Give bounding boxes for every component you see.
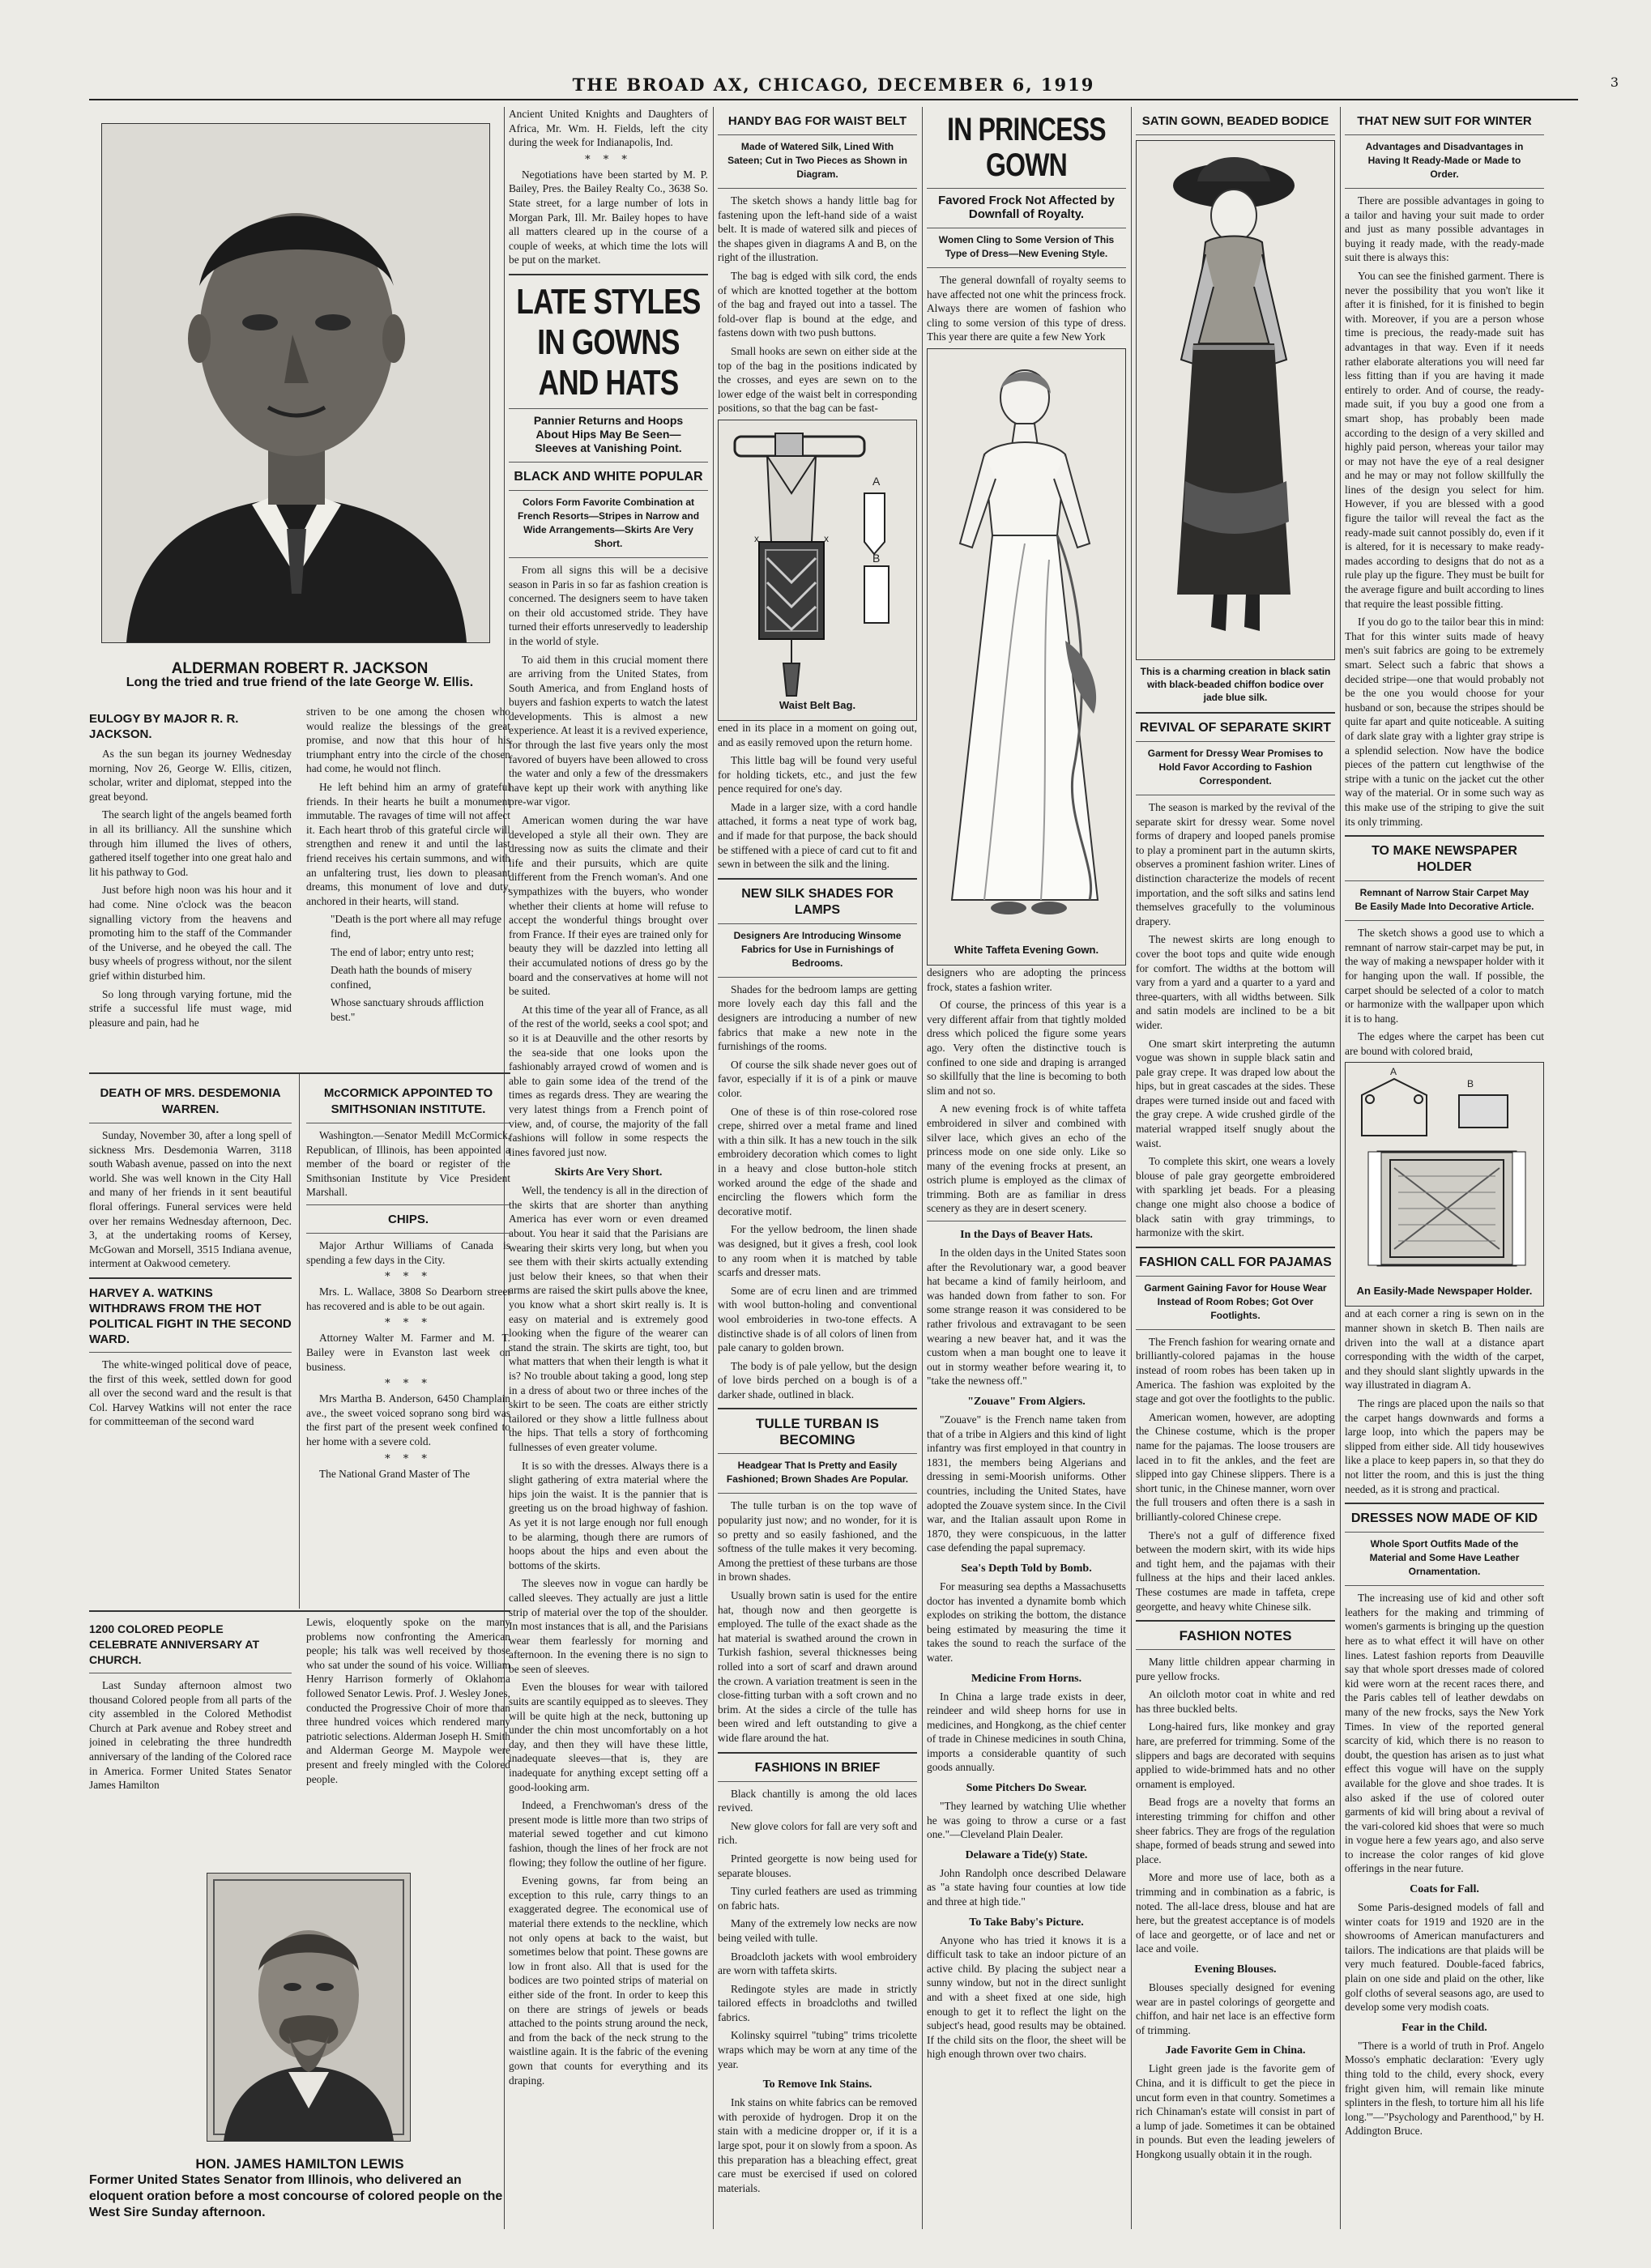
article-paragraph: Well, the tendency is all in the direction of the skirts that are shorter than anything America has ever worn or even dreamed about. You hear it said that the Parisians are wearing their skirts very long, but when you see them with their skirts actually extending just below their knees, so that when their arms are raised the skirt pulls above the knee, you know what a short skirt really is. It is easy on material and is extremely good looking when the figure of the wearer can stand the strain. The skirts are tight, too, but what matters that when their length is what it is? No trouble about taking a good, long step in a dress of about two or three inches of the skirt to be seen. The coats are either strictly tailored or they show a little fullness about the hips. That tells a story of forthcoming fullnesses of even greater volume. [509,1184,708,1453]
obituary-left [89,1079,292,1605]
skirt-deck: Garment for Dressy Wear Promises to Hold Favor According to Fashion Correspondent. [1147,748,1324,787]
watkins-paragraph: The white-winged political dove of peace, the first of this week, settled down for good all over the second ward and the result is that Col. Harvey Watkins will not enter the race for committeeman of the second ward [89,1358,292,1428]
brief-item: Redingote styles are made in strictly tailored effects in broadcloths and twilled fabrics. [718,1982,917,2023]
coats-paragraph: Some Paris-designed models of fall and winter coats for 1919 and 1920 are in the showrooms of American manufacturers and tailors. The indications are that plaids will be very much featured. Double-faced fabrics, plain on one side and plaid on the other, like golf cloths of several seasons ago, are used to develop some very modish coats. [1345,1901,1544,2014]
mccormick-paragraph: Washington.—Senator Medill McCormick, Republican, of Illinois, has been appointed a member of the board or register of the Smithsonian Institute by Vice President Marshall. [306,1129,510,1199]
portrait-jackson [101,123,490,643]
fear-paragraph: "There is a world of truth in Prof. Angelo Mosso's emphatic declaration: 'Every ugly thing told to the child, every shock, every fright given him, will remain like minute splinters in the flesh, to torture him all his life long.'"—"Psychology and Parenthood," by H. Addington Bruce. [1345,2039,1544,2138]
article-paragraph: To aid them in this crucial moment there are arriving from the United States, from South America, and from England hosts of buyers and fashion experts to watch the latest developments. This is almost a new experience. At least it is a revived experience, for through the last five years only the most favored of buyers have been allowed to cross the water and only a few of the dressmakers have kept up their work with anything like pre-war vigor. [509,653,708,808]
knights-paragraph: Ancient United Knights and Daughters of Africa, Mr. Wm. H. Fields, left the city during the week for Indianapolis, Ind. [509,108,708,149]
baby-paragraph: Anyone who has tried it knows it is a difficult task to take an indoor picture of an active child. By placing the subject near a sunny window, but not in the direct sunlight and with a sheet fixed at one side, high enough to get it to reflect the light on the subject's head, good results may be obtained. If the child sits on the floor, the sheet will be high enough thrown over two chairs. [927,1933,1126,2061]
satin-caption: This is a charming creation in black satin with black-beaded chiffon bodice over jade blue silk. [1140,666,1331,703]
svg-text:x: x [824,532,829,544]
watkins-headline: HARVEY A. WATKINS WITHDRAWS FROM THE HOT POLITICAL FIGHT IN THE SECOND WARD. [89,1285,292,1346]
suit-paragraph: There are possible advantages in going to a tailor and having your suit made to order and just as many possible advantages in buying it ready made, with the ready-made suit there is always this: [1345,194,1544,264]
eulogy-left [89,705,292,1029]
black-white-headline: BLACK AND WHITE POPULAR [514,469,703,484]
suit-paragraph: If you do go to the tailor bear this in mind: That for this winter suits made of heavy men's suit fabrics are going to be extremely smart. Select such a fabric that shows a decided stripe—one that would probably not be the one you would choose for your husband or son, because the stripes should be quite far apart and quite noticeable. A suiting of dark slate gray with a lighter gray stripe is a splendid selection. Now have the bodice pieces of the pattern cut lengthwise of the stripe with a tunic on the jacket cut the other way of the material. Or in some such way as this make use of the striping to give the suit its only trimming. [1345,616,1544,828]
article-paragraph: Even the blouses for wear with tailored suits are scantily equipped as to sleeves. They will be quite high at the neck, buttoning up under the chin most uncomfortably on a hot day, and then they will have these little, inadequate sleeves—that is, they are inadequate for anything except setting off a good-looking arm. [509,1681,708,1793]
column-5 [927,107,1126,2229]
princess-deck-2: Women Cling to Some Version of This Type of Dress—New Evening Style. [938,234,1115,259]
princess-paragraph: designers who are adopting the princess frock, states a fashion writer. [927,966,1126,993]
satin-illustration [1136,140,1335,660]
article-paragraph: Evening gowns, far from being an exception to this rule, carry things to an exaggerated degree. The economical use of material there extends to the neckline, which not only opens at back to the waist, but sometimes below that point. These gowns are low in front also. All that is used for the bodices are two pointed strips of material on either side of the front. In order to keep this on there are strings of jewels or beads attached to the points strung around the neck, and from the back of the neck strung to the waistline again. It is the fabric of the evening gown that counts for everything and its draping. [509,1874,708,2087]
portrait-lewis [207,1873,411,2142]
lamp-paragraph: Shades for the bedroom lamps are getting more lovely each day this fall and the designers are introducing a number of new fabrics that make a new note in the furnishings of the rooms. [718,983,917,1053]
chips-paragraph: Mrs. L. Wallace, 3808 So Dearborn street has recovered and is able to be out again. [306,1285,510,1312]
gown-caption: White Taffeta Evening Gown. [953,943,1099,956]
brief-item: Broadcloth jackets with wool embroidery are worn with taffeta skirts. [718,1950,917,1977]
holder-deck: Remnant of Narrow Stair Carpet May Be Easily Made Into Decorative Article. [1355,887,1534,913]
article-paragraph: Indeed, a Frenchwoman's dress of the present mode is little more than two strips of material sewed together and cut kimono fashion, though the lines of her frock are not flowing; they follow the outline of her figure. [509,1799,708,1869]
holder-paragraph: The sketch shows a good use to which a remnant of narrow stair-carpet may be put, in the way of making a newspaper holder with it for hanging upon the wall. If possible, the carpet should be selected of a color to match or harmonize with the wallpaper upon which it is to hang. [1345,927,1544,1025]
princess-deck: Favored Frock Not Affected by Downfall of Royalty. [938,194,1115,221]
satin-headline: SATIN GOWN, BEADED BODICE [1141,114,1329,128]
notes-paragraph: Bead frogs are a novelty that forms an interesting trimming for chiffon and other sheer fabrics. They are frogs of the regulation shape, formed of beads strung and sewed into place. [1136,1796,1335,1865]
satin-drawing [1137,141,1334,659]
church-left [89,1615,292,1842]
holder-headline: TO MAKE NEWSPAPER HOLDER [1372,844,1517,875]
lewis-caption: HON. JAMES HAMILTON LEWIS [195,2156,404,2172]
bag-deck: Made of Watered Silk, Lined With Sateen; Cut in Two Pieces as Shown in Diagram. [727,141,907,180]
holder-paragraph: The rings are placed upon the nails so that the carpet hangs downwards and forms a large loop, into which the papers may be slipped from either side. All tidy housewives like a place to keep papers in, so that they do not litter the room, and this is just the thing needed, as it is strong and practical. [1345,1397,1544,1495]
poem-line: "Death is the port where all may refuge find, [331,913,502,940]
tulle-paragraph: Usually brown satin is used for the entire hat, though now and then georgette is employed. The tulle of the exact shade as the hat material is swathed around the crown in Turkish fashion, several thicknesses being rolled into a sort of scarf and drawn around the crown. A variation treatment is seen in the close-fitting turban with a soft crown and no brim. At the sides a circle of the tulle has been wired and left outstanding to give a wide flare around the hat. [718,1589,917,1744]
briefs-right: McCORMICK APPOINTED TO SMITHSONIAN INSTITUTE. Washington.—Senator Medill McCormick, Republican, of Illinois, has been appointed a member of the board or register of the Smithsonian Institute by Vice President Marshall. CHIPS. Major Arthur Williams of Canada is spending a few days in the City. * * * Mrs. L. Wallace, 3808 So Dearborn street has recovered and is able to be out again. * * * Attorney Walter M. Farmer and M. T. Bailey were in Evanston last week on business. * * * Mrs Martha B. Anderson, 6450 Champlain ave., the sweet voiced soprano song bird was the first part of the present week confined to her home with a severe cold. * * * The National Grand Master of The [306,1086,510,1480]
realty-paragraph: Negotiations have been started by M. P. Bailey, Pres. the Bailey Realty Co., 3638 So. State street, for a large number of lots in Morgan Park, Ill. Mr. Bailey hopes to have all matters cleared up in the course of a couple of weeks, at which time the lots will be put on the market. [509,168,708,266]
chips-paragraph: The National Grand Master of The [319,1467,471,1480]
ink-subhead: To Remove Ink Stains. [762,2078,872,2091]
skirt-paragraph: The season is marked by the revival of the separate skirt for dressy wear. Some novel forms of drapery and looped panels promise to play a prominent part in the autumn skirts, observes a prominent fashion writer. Lines of distinction characterize the models of recent importation, and the soft silks and satins lend themselves gracefully to the voluminous drapery. [1136,801,1335,927]
svg-text:A: A [1390,1066,1397,1078]
holder-illustration [1345,1062,1544,1307]
brief-item: Tiny curled feathers are used as trimming on fabric hats. [718,1885,917,1912]
lamp-headline: NEW SILK SHADES FOR LAMPS [741,886,894,917]
skirt-headline: REVIVAL OF SEPARATE SKIRT [1139,721,1332,735]
kid-paragraph: The increasing use of kid and other soft leathers for the making and trimming of women's garments is bringing up the question here as to what effect it will have on other lines. Latest fashion reports from Deauville say that whole sport dresses made of colored kid were worn at the recent races there, and the Paris cables tell of leather dewdabs on many of the new frocks, says the New York Times. In view of the reported general scarcity of kid, which there is no reason to doubt, the question has arisen as to just what effect this vogue will have on the supply available for the glove and shoe trades. It is also asked if the use of colored outer garments of kid will bring about a revival of the vari-colored kid shoes that were so much in vogue here a few years ago, and also serve to increase the color ranges of kid glove offerings in the near future. [1345,1592,1544,1875]
notes-paragraph: An oilcloth motor coat in white and red has three buckled belts. [1136,1688,1335,1715]
bag-illustration [718,420,917,721]
skirt-paragraph: The newest skirts are long enough to cover the boot tops and quite wide enough for comfort. The widths at the bottom will vary from a yard and a quarter to a yard and three-quarters, with all widths between. Silk and satin models are inclined to be a bit wider. [1136,933,1335,1031]
lewis-subcaption: Former United States Senator from Illinois, who delivered an eloquent oration before a most concourse of colored people on the West Sire Sunday afternoon. [89,2173,503,2219]
brief-item: Kolinsky squirrel "tubing" trims tricolette wraps which may be worn at any time of the year. [718,2029,917,2070]
column-3: Ancient United Knights and Daughters of Africa, Mr. Wm. H. Fields, left the city during the week for Indianapolis, Ind. * * * Negotiations have been started by M. P. Bailey, Pres. the Bailey Realty Co., 3638 So. State street, for a large number of lots in Morgan Park, Ill. Mr. Bailey hopes to have all matters cleared up in the course of a couple of weeks, at which time the lots will be put on the market. LATE STYLES IN GOWNS AND HATS Pannier Returns and Hoops About Hips May Be Seen—Sleeves at Vanishing Point. BLACK AND WHITE POPULAR Colors Form Favorite Combination at French Resorts—Stripes in Narrow and Wide Arrangements—Skirts Are Very Short. From all signs this will be a decisive season in Paris in so far as fashion creation is concerned. The designers seem to have taken on their old accustomed stride. They have turned their efforts unreservedly to leadership in the world of style. To aid them in this crucial moment there are arriving from the United States, from South America, and from England hosts of buyers and fashion experts to watch the latest developments. This is almost a new experience. At least it is a revived experience, for through the last five years only the most favored of buyers have been allowed to cross the water and only a few of the dressmakers have kept up their work with anything like pre-war vigor. American women during the war have developed a style all their own. They are dressing now as suits the climate and their life and their pursuits, which are quite different from the French woman's. And one sympathizes with the buyers, who wonder whether their clients at home will refuse to accept the wonderful things brought over from France. If their eyes are trained only for beauty they will be dazzled into letting all their accumulated notions of dress go by the board and the conservatives at home will not be suited. At this time of the year all of France, as all of the rest of the world, seeks a cool spot; and so it is at Deauville and the other resorts by the sea-side that one looks upon the fashionably arrayed crowd of women and is able to gain some idea of the trend of the times as regards dress. They are wearing the very latest things from a French point of view, and, of course, the majority of the fall fashions will follow in some respects the lines favored just now. Skirts Are Very Short. Well, the tendency is all in the direction of the skirts that are shorter than anything America has ever worn or even dreamed about. You hear it said that the Parisians are wearing their skirts very long, but when you see them with their skirts actually extending just below their knees, so that when their arms are raised the skirt pulls above the knee, you know what a short skirt really is. It is easy on material and is extremely good looking when the figure of the wearer can stand the strain. The skirts are tight, too, but what matters that when their length is what it is? No trouble about taking a good, long step in a dress of about two or three inches of the skirt to be seen. The coats are either strictly tailored or they show a little fullness about the hips. That tells a story of forthcoming fullnesses of even greater volume. It is so with the dresses. Always there is a slight gathering of extra material where the hips join the waist. It is the pannier that is greeting us on the broad highway of fashion. As yet it is not large enough nor full enough to be alarming, though there are rumors of hoops about the hips and even about the bottoms of the skirts. The sleeves now in vogue can hardly be called sleeves. They actually are just a little strip of material over the top of the shoulder. In most instances that is all, and the Parisians wear them fearlessly for morning and afternoon. In the evening there is no sign to be seen of sleeves. Even the blouses for wear with tailored suits are scantily equipped as to sleeves. They will be quite high at the neck, buttoning up under the chin most uncomfortably on a hot day, and then they will have these little, inadequate sleeves—that is, they are inadequate for anything except setting off a good-looking arm. Indeed, a Frenchwoman's dress of the present mode is little more than two strips of material sewed together and cut kimono fashion, though the lines of her frock are not flowing; they follow the outline of her figure. Evening gowns, far from being an exception to this rule, carry things to an exaggerated degree. The economical use of material there extends to the neckline, which not only opens at back to the waist, but sometimes below that point. These gowns are low in front also. All that is used for the bodices are two pointed strips of material on either side of the front. In order to keep this on there are strings of jewels or beads attached to the points strung around the neck, and from the back of the neck strung to the waistline again. It is the fabric of the evening gown that counts for everything and its draping. [509,108,708,2087]
pajama-deck: Garment Gaining Favor for House Wear Instead of Room Robes; Got Over Footlights. [1144,1281,1327,1321]
delaware-paragraph: John Randolph once described Delaware as "a state having four counties at low tide and three at high tide." [927,1866,1126,1908]
pitcher-subhead: Some Pitchers Do Swear. [966,1782,1087,1795]
bag-paragraph: This little bag will be found very useful for holding tickets, etc., and just the few pence required for one's day. [718,754,917,795]
bag-paragraph: ened in its place in a moment on going out, and as easily removed upon the return home. [718,721,917,748]
chips-paragraph: Mrs Martha B. Anderson, 6450 Champlain ave., the sweet voiced soprano song bird was the first part of the present week confined to her home with a severe cold. [306,1392,510,1447]
jade-paragraph: Light green jade is the favorite gem of China, and it is difficult to get the piece in uncut form even in that country. Sometimes a rich Chinaman's estate will consist in part of a lump of jade. Sometimes it can be obtained in pounds. But even the leading jewelers of Hongkong usually obtain it in the rough. [1136,2062,1335,2160]
eulogy-paragraph: Just before high noon was his hour and it had come. Nine o'clock was the beacon signalling victory from the heavens and promoting him to the staff of the Commander of the Universe, and he obeyed the call. The busy wheels of progress without, nor the silent grief within disturbed him. [89,884,292,982]
poem-line: Death hath the bounds of misery confined, [331,964,472,991]
lamp-paragraph: One of these is of thin rose-colored rose crepe, shirred over a metal frame and lined with a thin silk. It has a new touch in the silk embroidery decoration which comes to light in a heavy and close button-hole stitch worked around the edge of the shade and encircling the flowers which form the decorative motif. [718,1105,917,1217]
pajama-paragraph: There's not a gulf of difference fixed between the modern skirt, with its wide hips and tight hem, and the pajamas with their fullness at the hips and their laced ankles. These costumes are made in taffeta, crepe georgette, and heavy white Chinese silk. [1136,1528,1335,1613]
brief-item: Many of the extremely low necks are now being veiled with tulle. [718,1917,917,1944]
death-headline: DEATH OF MRS. DESDEMONIA WARREN. [100,1086,281,1116]
horn-subhead: Medicine From Horns. [971,1672,1082,1685]
bag-headline: HANDY BAG FOR WAIST BELT [727,114,907,128]
evening-paragraph: Blouses specially designed for evening wear are in pastel colorings of georgette and chiffon, and hair net lace is an effective form of trimming. [1136,1980,1335,2036]
kid-headline: DRESSES NOW MADE OF KID [1350,1511,1538,1526]
skirt-paragraph: To complete this skirt, one wears a lovely blouse of pale gray georgette embroidered with sparkling jet beads. For a pleasing change one might also choose a bodice of black satin with gray trimmings, to harmonize with the skirt. [1136,1155,1335,1239]
tulle-deck: Headgear That Is Pretty and Easily Fashioned; Brown Shades Are Popular. [726,1460,909,1486]
church-headline: 1200 COLORED PEOPLE CELEBRATE ANNIVERSARY AT CHURCH. [89,1622,260,1666]
beaver-subhead: In the Days of Beaver Hats. [960,1229,1093,1242]
eulogy-headline: EULOGY BY MAJOR R. R. JACKSON. [89,712,239,741]
eulogy-paragraph: striven to be one among the chosen who would realize the blessings of the great promise, and now that this hour of his triumphant entry into the circle of the chosen had come, he would not flinch. [306,706,510,775]
eulogy-paragraph: The search light of the angels beamed forth in all its brilliancy. All the sunshine which through him illumed the lives of others, gathered itself together into one great halo and lit his pathway to God. [89,808,292,878]
princess-paragraph: A new evening frock is of white taffeta embroidered in silver and combined with silver lace, which gives an echo of the princess mode on one side only. Like so many of the evening frocks at present, an ostrich plume is employed as the climax of trimming. Both are as familiar in dress scenery as they are in desert scenery. [927,1102,1126,1215]
pajama-headline: FASHION CALL FOR PAJAMAS [1139,1255,1332,1269]
sea-subhead: Sea's Depth Told by Bomb. [961,1562,1092,1575]
bag-paragraph: The bag is edged with silk cord, the ends of which are knotted together at the bottom of the bag and frayed out into a tassel. The fold-over flap is bound at the edge, and fastens down with two push buttons. [718,269,917,339]
column-6 [1136,107,1335,2229]
tulle-paragraph: The tulle turban is on the top wave of popularity just now; and no wonder, for it is so pretty and so easily fashioned, and the softness of the tulle makes it very becoming. Among the prettiest of these turbans are those in brown shades. [718,1499,917,1584]
church-paragraph: Lewis, eloquently spoke on the many problems now confronting the American people; his talk was well received by those who sat under the sound of his voice. William Henry Harrison formerly of Oklahoma followed Senator Lewis. Prof. J. Wesley Jones, conducted the Progressive Choir of more than three hundred voices which rendered many patriotic selections. Alderman Joseph H. Smith and Alderman George M. Maypole were present and freely mingled with the Colored people. [306,1616,510,1785]
lamp-deck: Designers Are Introducing Winsome Fabrics for Use in Furnishings of Bedrooms. [733,929,902,969]
skirts-subhead: Skirts Are Very Short. [554,1166,663,1179]
baby-subhead: To Take Baby's Picture. [969,1916,1084,1929]
late-styles-deck: Pannier Returns and Hoops About Hips May Be Seen—Sleeves at Vanishing Point. [533,413,684,454]
eulogy-paragraph: As the sun began its journey Wednesday morning, Nov 26, George W. Ellis, citizen, scholar, writer and diplomat, stepped into the great beyond. [89,748,292,803]
notes-paragraph: Many little children appear charming in pure yellow frocks. [1136,1656,1335,1682]
chips-headline: CHIPS. [387,1212,429,1226]
poem-line: Whose sanctuary shrouds affliction best." [331,996,484,1023]
pajama-paragraph: American women, however, are adopting the Chinese costume, which is the proper name for the pajamas. The loose trousers are laced in to fit the ankles, and the feet are slipped into gay Chinese slippers. There is a short tunic, in the Chinese manner, worn over the full trousers and often there is a sash in brilliantly-colored Chinese crepe. [1136,1410,1335,1523]
beaver-paragraph: In the olden days in the United States soon after the Revolutionary war, a good beaver hat became a kind of family heirloom, and was handed down from father to son. For some strange reason it was considered to be rather frivolous and extravagant to be seen wearing a new beaver hat, and it was the custom when a man bought one to leave it out in stormy weather before wearing it, to "take the newness off." [927,1247,1126,1388]
article-paragraph: It is so with the dresses. Always there is a slight gathering of extra material where the hips join the waist. It is the pannier that is greeting us on the broad highway of fashion. As yet it is not large enough nor full enough to be alarming, though there are rumors of hoops about the hips and even about the bottoms of the skirts. [509,1459,708,1571]
lewis-drawing [207,1874,410,2141]
zouave-subhead: "Zouave" From Algiers. [967,1396,1086,1408]
late-styles-headline: LATE STYLES IN GOWNS AND HATS [516,281,701,403]
mccormick-headline: McCORMICK APPOINTED TO SMITHSONIAN INSTITUTE. [323,1086,493,1116]
holder-paragraph: and at each corner a ring is sewn on in the manner shown in sketch B. Then nails are driven into the wall at a distance apart corresponding with the width of the carpet, and they should slant slightly upwards in the way illustrated in diagram A. [1345,1307,1544,1392]
princess-paragraph: The general downfall of royalty seems to have affected not one whit the princess frock. Always there are women of fashion who cling to some version of this type of dress. This year there are quite a few New York [927,274,1126,343]
brief-item: New glove colors for fall are very soft and rich. [718,1819,917,1847]
svg-text:B: B [872,551,881,565]
eulogy-right [306,705,510,1029]
bag-caption: Waist Belt Bag. [779,698,856,711]
coats-subhead: Coats for Fall. [1410,1883,1479,1896]
horn-paragraph: In China a large trade exists in deer, reindeer and wild sheep horns for use in medicines, and Hongkong, as the chief center of trade in Chinese medicines in south China, imports a considerable quantity of such goods annually. [927,1690,1126,1774]
sea-paragraph: For measuring sea depths a Massachusetts doctor has invented a dynamite bomb which explodes on striking the bottom, the distance being estimated by measuring the time it takes the sound to reach the surface of the water. [927,1580,1126,1664]
suit-headline: THAT NEW SUIT FOR WINTER [1357,114,1532,128]
delaware-subhead: Delaware a Tide(y) State. [965,1848,1088,1861]
lamp-paragraph: Some are of ecru linen and are trimmed with wool button-holing and conventional wool embroideries in two-tone effects. A distinctive shade is of all colors of linen from pale canary to golden brown. [718,1284,917,1354]
princess-headline: IN PRINCESS GOWN [947,112,1106,183]
notes-paragraph: Long-haired furs, like monkey and gray hare, are preferred for trimming. Some of the slippers and bags are decorated with sequins applied to wide-brimmed hats and no other ornament is employed. [1136,1720,1335,1790]
notes-headline: FASHION NOTES [1179,1628,1292,1644]
pitcher-paragraph: "They learned by watching Ulie whether he was going to throw a curse or a fast one."—Cleveland Plain Dealer. [927,1800,1126,1841]
svg-text:B: B [1467,1078,1474,1090]
notes-paragraph: More and more use of lace, both as a trimming and in combination as a fabric, is noted. The all-lace dress, blouse and hat are here, but the greatest acceptance is of models of lace and georgette, or of lace and net or lace and voile. [1136,1871,1335,1955]
lamp-paragraph: The body is of pale yellow, but the design of love birds perched on a bough is of a darker shade, outlined in black. [718,1359,917,1400]
holder-caption: An Easily-Made Newspaper Holder. [1356,1285,1533,1298]
article-paragraph: At this time of the year all of France, as all of the rest of the world, seeks a cool spot; and so it is at Deauville and the other resorts by the sea-side that one looks upon the fashionably arrayed crowd of women and is able to gain some idea of the trend of the times as regards dress. They are wearing the very latest things from a French point of view, and, of course, the majority of the fall fashions will follow in some respects the lines favored just now. [509,1003,708,1158]
holder-drawing [1346,1063,1543,1306]
brief-headline: FASHIONS IN BRIEF [754,1760,881,1775]
church-right [306,1615,510,1842]
suit-deck: Advantages and Disadvantages in Having It Ready-Made or Made to Order. [1365,141,1524,180]
lamp-paragraph: Of course the silk shade never goes out of favor, especially if it is of a pink or mauve color. [718,1058,917,1099]
death-paragraph: Sunday, November 30, after a long spell of sickness Mrs. Desdemonia Warren, 3118 south Wabash avenue, passed on into the next world. She was well known in the City Hall and many of her friends in it sent beautiful floral offerings. Funeral services were held over her remains Wednesday afternoon, Dec. 3, at the undertaking rooms of Kersey, McGowan and Morsell, 3515 Indiana avenue, interment at Oakwood cemetery. [89,1129,292,1270]
left-section [89,107,510,2229]
bag-paragraph: The sketch shows a handy little bag for fastening upon the left-hand side of a waist belt. It is made of watered silk and pieces of the shapes given in diagrams A and B, on the right of the illustration. [718,194,917,264]
column-7 [1345,107,1544,2229]
bag-paragraph: Small hooks are sewn on either side at the top of the bag in the positions indicated by the crosses, and eyes are sewn on to the lower edge of the waist belt in corresponding positions, so that the bag can be fast- [718,344,917,415]
poem-line: The end of labor; entry unto rest; [331,945,475,958]
portrait-drawing [102,124,489,642]
fear-subhead: Fear in the Child. [1401,2021,1487,2034]
brief-item: Printed georgette is now being used for separate blouses. [718,1852,917,1879]
gown-drawing [928,349,1125,965]
page-number: 3 [1610,75,1619,90]
bag-paragraph: Made in a larger size, with a cord handle attached, it forms a neat type of work bag, and if made for that purpose, the back should be stiffened with a piece of card cut to fit and sewn in between the silk and the lining. [718,800,917,871]
pajama-paragraph: The French fashion for wearing ornate and brilliantly-colored pajamas in the house instead of room robes has been taken up in America. The fashion was exploited by the stage and got over the footlights to the public. [1136,1335,1335,1405]
article-paragraph: From all signs this will be a decisive season in Paris in so far as fashion creation is concerned. The designers seem to have taken on their old accustomed stride. They have turned their efforts unreservedly to leadership in the world of style. [509,563,708,647]
article-paragraph: The sleeves now in vogue can hardly be called sleeves. They actually are just a little strip of material over the top of the shoulder. In most instances that is all, and the Parisians wear them fearlessly for morning and afternoon. In the evening there is no sign to be seen of sleeves. [509,1577,708,1675]
evening-subhead: Evening Blouses. [1194,1963,1277,1976]
eulogy-paragraph: He left behind him an army of grateful friends. In their hearts he built a monument immutable. The ravages of time will not affect it. Each heart throb of this grateful circle will strengthen and renew it and until the last friend receives his certain summons, and with an unfaltering trust, lies down to pleasant dreams, this monument of love and duty, anchored in their hearts, will stand. [306,780,510,907]
portrait-caption: ALDERMAN ROBERT R. JACKSON [171,660,429,677]
zouave-paragraph: "Zouave" is the French name taken from that of a tribe in Algiers and this kind of light infantry was first employed in that country in 1831, the members being Algerians and dressing in semi-Moorish uniforms. Other countries, including the United States, have adopted the Zouave system since. In the Civil war, and the Italian assault upon Rome in 1870, they were conspicuous, in the latter case defending the papal supremacy. [927,1413,1126,1554]
gown-illustration [927,348,1126,966]
chips-paragraph: Major Arthur Williams of Canada is spending a few days in the City. [306,1238,510,1266]
svg-text:A: A [872,474,881,488]
svg-text:x: x [754,532,759,544]
brief-item: Black chantilly is among the old laces revived. [718,1787,917,1814]
eulogy-paragraph: So long through varying fortune, mid the strife a successful life must wage, mid pleasure and pain, had he [89,987,292,1029]
black-white-deck: Colors Form Favorite Combination at French Resorts—Stripes in Narrow and Wide Arrangements—Skirts Are Very Short. [517,496,700,549]
holder-paragraph: The edges where the carpet has been cut are bound with colored braid, [1345,1030,1544,1057]
tulle-headline: TULLE TURBAN IS BECOMING [755,1416,880,1448]
jade-subhead: Jade Favorite Gem in China. [1165,2044,1306,2057]
skirt-paragraph: One smart skirt interpreting the autumn vogue was shown in supple black satin and pale gray crepe. It was draped low about the hips, but in great cascades at the sides. These drapes were turned inside out and faced with the gray crepe. A wide crushed girdle of the material wrapped itself snugly about the waist. [1136,1037,1335,1149]
princess-paragraph: Of course, the princess of this year is a very different affair from that tightly molded dress which policed the figure some years ago. Very often the distinctive touch is confined to one side and draping is arranged so skillfully that the line is becoming to both slim and not so. [927,999,1126,1097]
portrait-subcaption: Long the tried and true friend of the late George W. Ellis. [126,676,474,689]
lamp-paragraph: For the yellow bedroom, the linen shade was designed, but it gives a fresh, cool look to any room when it is matched by table scarfs and dresser mats. [718,1223,917,1279]
suit-paragraph: You can see the finished garment. There is never the possibility that you won't like it after it is finished, for it is finished to begin with. Moreover, if you are a person whose time is precious, the ready-made suit has advantages in that way. Even if it needs rather elaborate alterations you will need far less fitting than if you are having it made entirely to order. And of course, the ready-made suit, if you buy a good one from a smart shop, has probably been made according to the design of a very skilled and highly paid person, whereas your tailor may or may not have the eye of a real designer and he may or may not follow skillfully the lines of the design you select for him. However, if you are blessed with a good figure the tailor will reveal the fact as the ready-made suit cannot possibly do, even if it is altered, for it is necessary to make ready-mades according to designs that do not as a rule play up the figure. They must be built for the average figure and built according to lines that require the least possible fitting. [1345,269,1544,610]
masthead: THE BROAD AX, CHICAGO, DECEMBER 6, 1919 [89,75,1578,100]
bag-drawing [719,420,916,720]
column-4 [718,107,917,2229]
kid-deck: Whole Sport Outfits Made of the Material and Some Have Leather Ornamentation. [1369,1538,1520,1578]
church-paragraph: Last Sunday afternoon almost two thousand Colored people from all parts of the city assembled in the Colored Methodist Church at Park avenue and Robey street and joined in celebrating the three hundredth anniversary of the landing of the Colored race in America. Former United States Senator James Hamilton [89,1679,292,1792]
chips-paragraph: Attorney Walter M. Farmer and M. T. Bailey were in Evanston last week on business. [306,1332,510,1373]
ink-paragraph: Ink stains on white fabrics can be removed with peroxide of hydrogen. Drop it on the stain with a medicine dropper or, if it is a large spot, pour it on slowly from a spoon. As this preparation has a bleaching effect, great care must be exercised if used on colored materials. [718,2096,917,2194]
article-paragraph: American women during the war have developed a style all their own. They are dressing now as suits the climate and their life and their pursuits, which are quite different from the French woman's. And one sympathizes with the buyers, who wonder whether their clients at home will refuse to accept the wonderful things brought over from France. If their eyes are trained only for beauty they will be dazzled into letting all their accumulated notions of dress go by the board and the conservatives at home will not be suited. [509,814,708,998]
